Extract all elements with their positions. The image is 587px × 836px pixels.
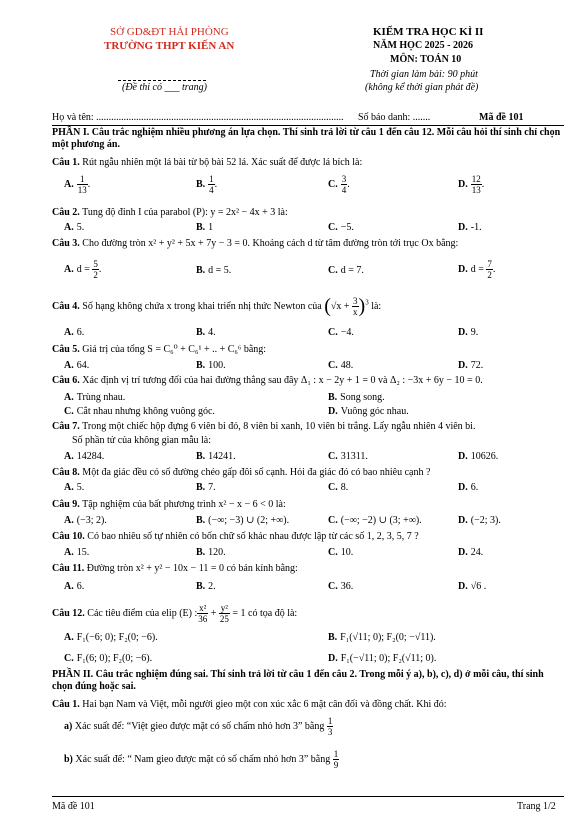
q3-option-d: D. d = $\frac{7}{2}$ . bbox=[458, 259, 496, 280]
q1-option-a: A. $\frac{1}{13}$ . bbox=[64, 174, 91, 195]
q11-option-c: C. 36. bbox=[328, 581, 354, 592]
q6-option-c: C. Cắt nhau nhưng không vuông góc. bbox=[64, 406, 215, 417]
q3-option-c: C. d = 7. bbox=[328, 265, 364, 276]
footer-rule bbox=[52, 796, 564, 797]
q12-option-b: B. F₁(√11; 0); F₂(0; −√11). bbox=[328, 632, 436, 643]
q9-option-a: A. (−3; 2). bbox=[64, 515, 107, 526]
exam-title: KIỂM TRA HỌC KÌ II bbox=[373, 26, 484, 38]
q7-option-a: A. 14284. bbox=[64, 451, 105, 462]
q1-option-d: D. $\frac{12}{13}$ . bbox=[458, 174, 485, 195]
exam-code: Mã đề 101 bbox=[479, 112, 524, 123]
q4-option-a: A. 6. bbox=[64, 327, 85, 338]
student-name-field: Họ và tên: ................................................................................................... bbox=[52, 112, 344, 123]
school-name: TRƯỜNG THPT KIẾN AN bbox=[104, 40, 235, 52]
question-6: Câu 6. Xác định vị trí tương đối của hai đường thẳng sau đây Δ₁ : x − 2y + 1 = 0 và Δ₂ : −3x + 6y − 10 = 0. bbox=[52, 375, 483, 386]
question-10: Câu 10. Có bao nhiêu số tự nhiên có bốn chữ số khác nhau được lập từ các số 1, 2, 3, 5, 7 ? bbox=[52, 531, 419, 542]
q8-option-b: B. 7. bbox=[196, 482, 216, 493]
part2-title: PHẦN II. Câu trắc nghiệm đúng sai. Thí sinh trả lời từ câu 1 đến câu 2. Trong mỗi ý a), b), c), d) ở mỗi câu, thí sinh chọn đúng hoặc sai. bbox=[52, 669, 544, 692]
q10-option-d: D. 24. bbox=[458, 547, 484, 558]
q8-option-a: A. 5. bbox=[64, 482, 85, 493]
q2-option-d: D. -1. bbox=[458, 222, 482, 233]
part1-title: PHẦN I. Câu trắc nghiệm nhiều phương án lựa chọn. Thí sinh trả lời từ câu 1 đến câu 12. Mỗi câu hỏi thí sinh chỉ chọn một phương án. bbox=[52, 127, 561, 150]
q11-option-a: A. 6. bbox=[64, 581, 85, 592]
q12-option-a: A. F₁(−6; 0); F₂(0; −6). bbox=[64, 632, 158, 643]
question-11: Câu 11. Đường tròn x² + y² − 10x − 11 = 0 có bán kính bằng: bbox=[52, 563, 298, 574]
pages-note: (Đề thi có ___ trang) bbox=[122, 82, 207, 93]
question-12: Câu 12. Các tiêu điểm của elip (E) : $\frac{\text{x²}}{36}$ + $\frac{\text{y²}}{25}$ = 1 có tọa độ là: bbox=[52, 603, 298, 624]
part2-question-1: Câu 1. Hai bạn Nam và Việt, mỗi người gieo một con xúc xắc 6 mặt cân đối và đồng chất. Khi đó: bbox=[52, 699, 447, 710]
statement-a: a) Xác suất để: “Việt gieo được mặt có số chấm nhỏ hơn 3” bằng $\frac{1}{3}$ bbox=[64, 716, 333, 737]
time-note: (không kể thời gian phát đề) bbox=[365, 82, 479, 93]
question-2: Câu 2. Tung độ đỉnh I của parabol (P): y = 2x² − 4x + 3 là: bbox=[52, 207, 288, 218]
q4-option-c: C. −4. bbox=[328, 327, 354, 338]
department-name: SỞ GD&ĐT HẢI PHÒNG bbox=[110, 26, 229, 38]
q8-option-c: C. 8. bbox=[328, 482, 349, 493]
q8-option-d: D. 6. bbox=[458, 482, 479, 493]
q9-option-c: C. (−∞; −2) ∪ (3; +∞). bbox=[328, 515, 422, 526]
header-rule bbox=[52, 125, 564, 126]
q6-option-b: B. Song song. bbox=[328, 392, 385, 403]
student-id-field: Số báo danh: ....... bbox=[358, 112, 431, 123]
q4-option-d: D. 9. bbox=[458, 327, 479, 338]
question-5: Câu 5. Giá trị của tổng S = C₆⁰ + C₆¹ + .. + C₆⁶ bằng: bbox=[52, 344, 267, 355]
question-7: Câu 7. Trong một chiếc hộp đựng 6 viên bi đỏ, 8 viên bi xanh, 10 viên bi trắng. Lấy ngẫu nhiên 4 viên bi. bbox=[52, 421, 476, 432]
q3-option-b: B. d = 5. bbox=[196, 265, 232, 276]
q11-option-d: D. √6 . bbox=[458, 581, 487, 592]
q9-option-d: D. (−2; 3). bbox=[458, 515, 501, 526]
q12-option-d: D. F₁(−√11; 0); F₂(√11; 0). bbox=[328, 653, 437, 664]
q2-option-a: A. 5. bbox=[64, 222, 85, 233]
question-7-continued: Số phần tử của không gian mẫu là: bbox=[72, 435, 212, 446]
question-4: Câu 4. Số hạng không chứa x trong khai triển nhị thức Newton của (√x + $\frac{3}{x}$ )$^3$ là: bbox=[52, 295, 382, 317]
school-year: NĂM HỌC 2025 - 2026 bbox=[373, 40, 473, 51]
q2-option-c: C. −5. bbox=[328, 222, 354, 233]
question-3: Câu 3. Cho đường tròn x² + y² + 5x + 7y − 3 = 0. Khoảng cách d từ tâm đường tròn tới trục Ox bằng: bbox=[52, 238, 459, 249]
page-number: Trang 1/2 bbox=[517, 801, 556, 812]
q4-option-b: B. 4. bbox=[196, 327, 216, 338]
q3-option-a: A. d = $\frac{5}{2}$ . bbox=[64, 259, 102, 280]
time-allowed: Thời gian làm bài: 90 phút bbox=[370, 69, 478, 80]
q7-option-c: C. 31311. bbox=[328, 451, 368, 462]
question-1: Câu 1. Rút ngẫu nhiên một lá bài từ bộ bài 52 lá. Xác suất để được lá bích là: bbox=[52, 157, 363, 168]
q2-option-b: B. 1 bbox=[196, 222, 214, 233]
q6-option-d: D. Vuông góc nhau. bbox=[328, 406, 409, 417]
q10-option-b: B. 120. bbox=[196, 547, 226, 558]
q5-option-a: A. 64. bbox=[64, 360, 90, 371]
q5-option-c: C. 48. bbox=[328, 360, 354, 371]
q11-option-b: B. 2. bbox=[196, 581, 216, 592]
q7-option-d: D. 10626. bbox=[458, 451, 499, 462]
question-9: Câu 9. Tập nghiệm của bất phương trình x² − x − 6 < 0 là: bbox=[52, 499, 286, 510]
q5-option-b: B. 100. bbox=[196, 360, 226, 371]
question-8: Câu 8. Một đa giác đều có số đường chéo gấp đôi số cạnh. Hỏi đa giác đó có bao nhiêu cạnh ? bbox=[52, 467, 431, 478]
q9-option-b: B. (−∞; −3) ∪ (2; +∞). bbox=[196, 515, 290, 526]
q10-option-a: A. 15. bbox=[64, 547, 90, 558]
q10-option-c: C. 10. bbox=[328, 547, 354, 558]
q12-option-c: C. F₁(6; 0); F₂(0; −6). bbox=[64, 653, 153, 664]
q1-option-c: C. $\frac{3}{4}$ . bbox=[328, 174, 350, 195]
subject: MÔN: TOÁN 10 bbox=[390, 54, 462, 65]
q1-option-b: B. $\frac{1}{4}$ . bbox=[196, 174, 218, 195]
statement-b: b) Xác suất để: “ Nam gieo được mặt có số chấm nhỏ hơn 3” bằng $\frac{1}{9}$ bbox=[64, 749, 339, 770]
q7-option-b: B. 14241. bbox=[196, 451, 236, 462]
q6-option-a: A. Trùng nhau. bbox=[64, 392, 126, 403]
footer-exam-code: Mã đề 101 bbox=[52, 801, 95, 812]
q5-option-d: D. 72. bbox=[458, 360, 484, 371]
